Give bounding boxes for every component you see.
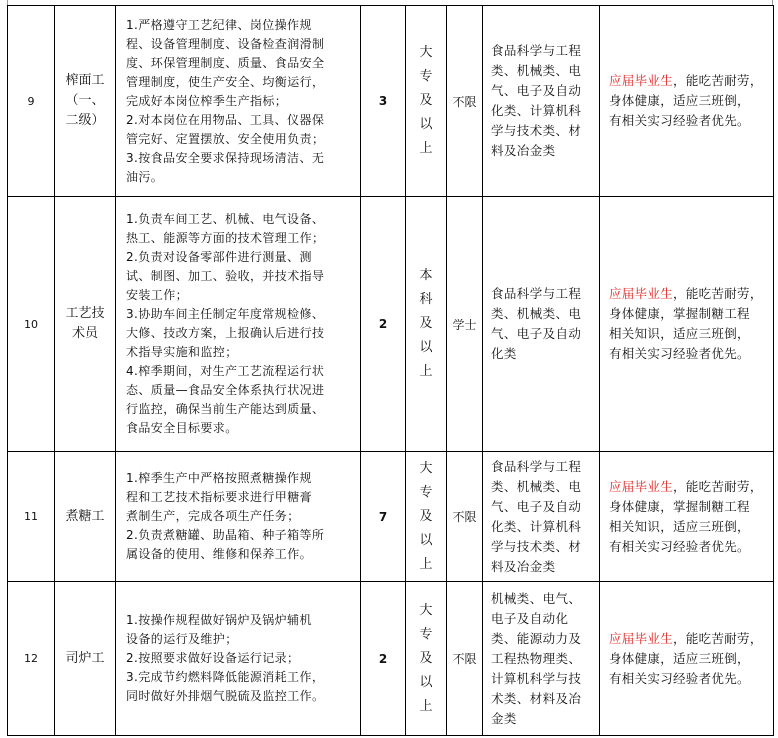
row-index-cell: 10 [8, 197, 55, 452]
position-name-line: 司炉工 [65, 650, 105, 666]
duty-line: 度、环保管理制度、质量、食品安全 [126, 55, 325, 70]
requirement-first-line [609, 477, 767, 497]
major-line: 气、电子及自动 [491, 498, 582, 514]
job-duties-cell [116, 582, 361, 736]
job-duties-cell [116, 6, 361, 197]
major-line: 机械类、电气、 [491, 590, 582, 606]
requirement-line: 有相关实习经验者优先。 [609, 113, 750, 128]
requirement-line: 相关知识，适应三班倒， [609, 326, 750, 341]
major-cell [483, 582, 600, 736]
requirement-line: 有相关实习经验者优先。 [609, 670, 750, 686]
education-cell [406, 6, 447, 197]
education-char: 本 [419, 268, 433, 283]
requirement-first-line [609, 284, 767, 304]
education-char: 科 [419, 292, 433, 307]
table-row [8, 582, 774, 736]
position-name-cell [55, 6, 116, 197]
education-cell [406, 452, 447, 582]
education-char: 上 [419, 556, 433, 572]
duty-line: 大修、技改方案，上报确认后进行技 [126, 326, 325, 340]
education-char: 上 [419, 141, 433, 156]
major-line: 类、机械类、电 [491, 478, 582, 494]
major-line: 化类 [491, 346, 517, 361]
duty-line: 1.按操作规程做好锅炉及锅炉辅机 [126, 613, 312, 627]
duty-line: 热工、能源等方面的技术管理工作； [126, 231, 325, 245]
education-char: 专 [419, 626, 433, 642]
education-char: 大 [419, 602, 433, 618]
position-name-line: 工艺技 [65, 306, 105, 321]
major-line: 类、机械类、电 [491, 63, 582, 78]
major-line: 食品科学与工程 [491, 43, 582, 58]
duty-line: 术指导实施和监控； [126, 345, 238, 359]
major-line: 计算机科学与技 [491, 670, 582, 686]
major-line: 食品科学与工程 [491, 458, 582, 474]
education-char: 上 [419, 364, 433, 379]
education-char: 专 [419, 484, 433, 500]
headcount-cell: 2 [361, 582, 406, 736]
requirement-line: 相关知识，适应三班倒， [609, 518, 750, 534]
requirement-line: 身体健康，适应三班倒， [609, 93, 750, 108]
major-cell [483, 452, 600, 582]
education-char: 以 [419, 532, 433, 548]
education-char: 及 [419, 650, 433, 666]
position-name-line: 二级） [65, 113, 105, 128]
requirement-line: 身体健康，掌握制糖工程 [609, 306, 750, 321]
requirements-cell [600, 452, 774, 582]
headcount-cell: 2 [361, 197, 406, 452]
education-char: 上 [419, 698, 433, 714]
duty-line: 同时做好外排烟气脱硫及监控工作。 [126, 689, 325, 703]
position-name-line: 术员 [71, 326, 98, 341]
duty-line: 2.负责对设备零部件进行测量、测 [126, 250, 312, 264]
major-line: 化类、计算机科 [491, 103, 582, 118]
education-char: 大 [419, 45, 433, 60]
requirement-first-line [609, 629, 767, 649]
requirement-first-line [609, 71, 767, 91]
requirement-text: ，能吃苦耐劳， [673, 478, 763, 494]
duty-line: 油污。 [126, 169, 164, 184]
position-name-line: 榨面工 [65, 73, 105, 88]
requirements-cell [600, 6, 774, 197]
major-line: 化类、计算机科 [491, 518, 582, 534]
major-line: 学与技术类、材 [491, 538, 582, 554]
degree-cell: 学士 [447, 197, 483, 452]
education-char: 以 [419, 674, 433, 690]
job-duties-cell [116, 197, 361, 452]
major-line: 食品科学与工程 [491, 286, 582, 301]
requirement-text: ，能吃苦耐劳， [673, 630, 763, 646]
duty-line: 2.按照要求做好设备运行记录； [126, 651, 300, 665]
row-index-cell: 12 [8, 582, 55, 736]
duty-line: 1.严格遵守工艺纪律、岗位操作规 [126, 17, 312, 32]
requirement-text: ，能吃苦耐劳， [673, 73, 763, 88]
fresh-graduate-highlight: 应届毕业生 [609, 630, 674, 646]
duty-line: 1.榨季生产中严格按照煮糖操作规 [126, 471, 312, 485]
table-body [8, 6, 774, 736]
position-name-cell [55, 452, 116, 582]
fresh-graduate-highlight: 应届毕业生 [609, 286, 674, 301]
row-index-cell: 9 [8, 6, 55, 197]
major-cell [483, 197, 600, 452]
requirement-line: 身体健康，适应三班倒， [609, 650, 750, 666]
degree-cell: 不限 [447, 6, 483, 197]
duty-line: 试、制图、加工、验收，并技术指导 [126, 269, 325, 283]
duty-line: 1.负责车间工艺、机械、电气设备、 [126, 212, 325, 226]
position-name-line: （一、 [65, 93, 105, 108]
major-line: 类、能源动力及 [491, 630, 582, 646]
major-line: 料及冶金类 [491, 558, 556, 574]
table-row [8, 197, 774, 452]
degree-cell: 不限 [447, 452, 483, 582]
duty-line: 属设备的使用、维修和保养工作。 [126, 547, 313, 561]
major-line: 工程热物理类、 [491, 650, 582, 666]
table-row [8, 6, 774, 197]
duty-line: 2.负责煮糖罐、助晶箱、种子箱等所 [126, 528, 325, 542]
major-line: 电子及自动化 [491, 610, 569, 626]
education-char: 大 [419, 460, 433, 476]
requirement-text: ，能吃苦耐劳， [673, 286, 763, 301]
education-char: 以 [419, 117, 433, 132]
duty-line: 完成好本岗位榨季生产指标； [126, 93, 288, 108]
duty-line: 3.完成节约燃料降低能源消耗工作， [126, 670, 325, 684]
position-name-cell [55, 197, 116, 452]
duty-line: 设备的运行及维护； [126, 632, 238, 646]
duty-line: 3.按食品安全要求保持现场清洁、无 [126, 150, 325, 165]
duty-line: 程和工艺技术指标要求进行甲糖膏 [126, 490, 313, 504]
duty-line: 煮制生产，完成各项生产任务； [126, 509, 300, 523]
education-char: 专 [419, 69, 433, 84]
position-name-line: 煮糖工 [65, 508, 105, 524]
headcount-cell: 3 [361, 6, 406, 197]
degree-cell: 不限 [447, 582, 483, 736]
duty-line: 管理制度，使生产安全、均衡运行， [126, 74, 325, 89]
requirements-cell [600, 582, 774, 736]
major-line: 术类、材料及冶 [491, 690, 582, 706]
education-cell [406, 582, 447, 736]
position-name-cell [55, 582, 116, 736]
education-char: 以 [419, 340, 433, 355]
major-line: 气、电子及自动 [491, 326, 582, 341]
education-char: 及 [419, 508, 433, 524]
job-duties-cell [116, 452, 361, 582]
duty-line: 2.对本岗位在用物品、工具、仪器保 [126, 112, 325, 127]
major-cell [483, 6, 600, 197]
duty-line: 3.协助车间主任制定年度常规检修、 [126, 307, 325, 321]
major-line: 气、电子及自动 [491, 83, 582, 98]
headcount-cell: 7 [361, 452, 406, 582]
job-requirements-table [7, 5, 774, 736]
fresh-graduate-highlight: 应届毕业生 [609, 73, 674, 88]
duty-line: 行监控，确保当前生产能达到质量、 [126, 402, 325, 416]
requirement-line: 身体健康，掌握制糖工程 [609, 498, 750, 514]
requirement-line: 有相关实习经验者优先。 [609, 346, 750, 361]
table-row [8, 452, 774, 582]
duty-line: 食品安全目标要求。 [126, 421, 238, 435]
education-char: 及 [419, 93, 433, 108]
major-line: 金类 [491, 710, 517, 726]
requirements-cell [600, 197, 774, 452]
duty-line: 安装工作； [126, 288, 189, 302]
duty-line: 程、设备管理制度、设备检查润滑制 [126, 36, 325, 51]
major-line: 类、机械类、电 [491, 306, 582, 321]
duty-line: 态、质量—食品安全体系执行状况进 [126, 383, 325, 397]
education-cell [406, 197, 447, 452]
major-line: 料及冶金类 [491, 143, 556, 158]
major-line: 学与技术类、材 [491, 123, 582, 138]
duty-line: 管完好、定置摆放、安全使用负责； [126, 131, 325, 146]
fresh-graduate-highlight: 应届毕业生 [609, 478, 674, 494]
requirement-line: 有相关实习经验者优先。 [609, 538, 750, 554]
education-char: 及 [419, 316, 433, 331]
duty-line: 4.榨季期间，对生产工艺流程运行状 [126, 364, 325, 378]
row-index-cell: 11 [8, 452, 55, 582]
